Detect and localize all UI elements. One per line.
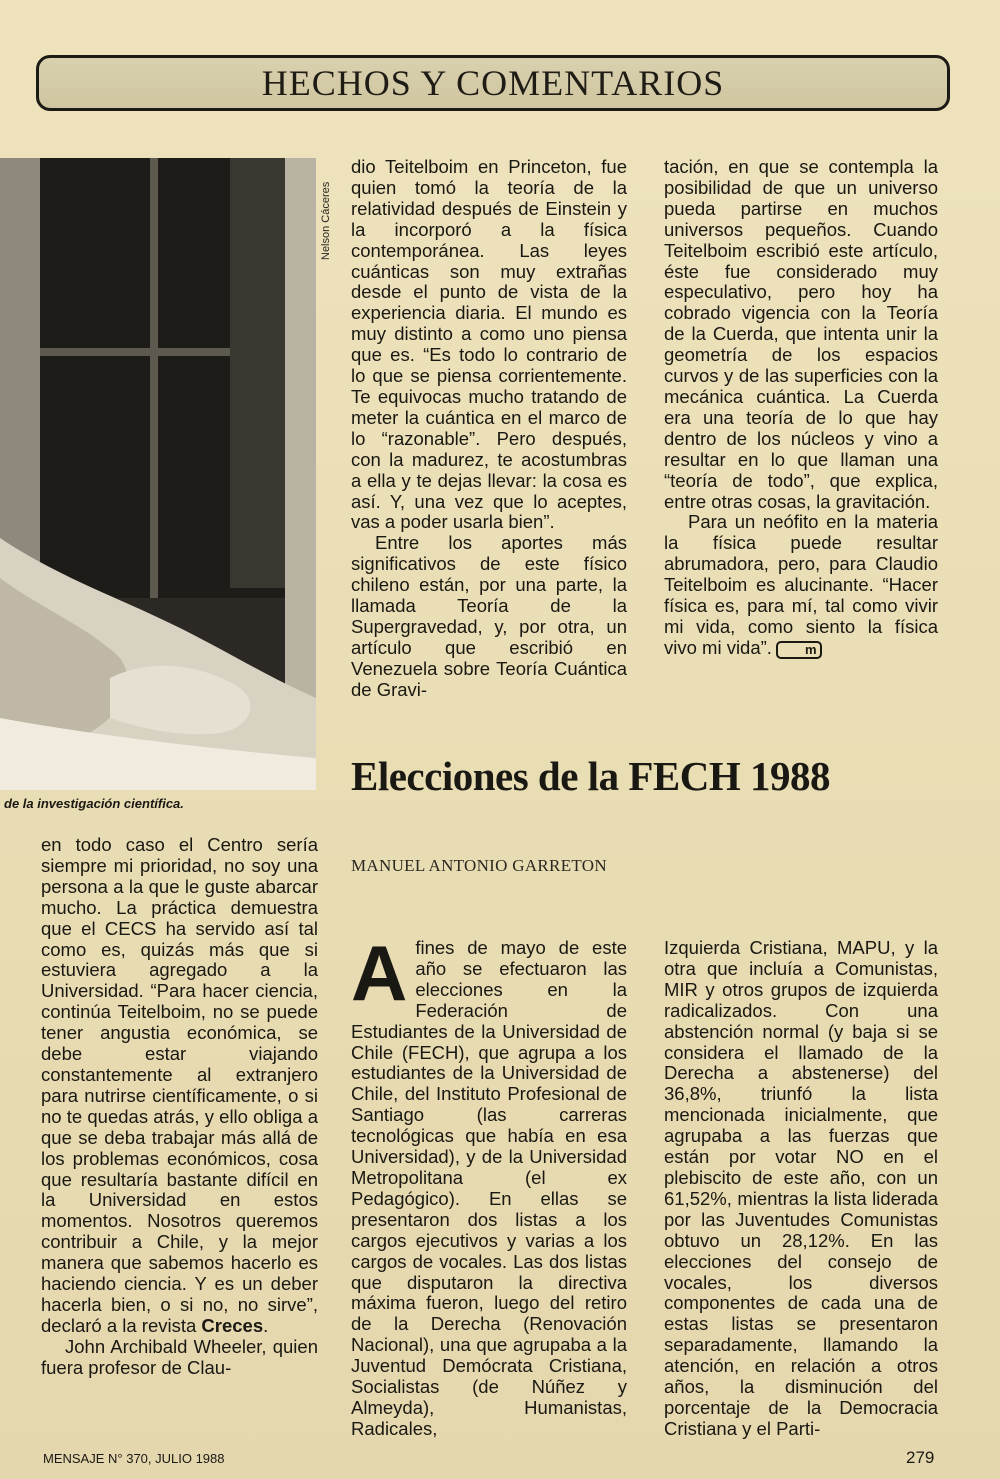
article-title: Elecciones de la FECH 1988	[351, 753, 830, 799]
drop-cap: A	[351, 929, 408, 1017]
article-column-2	[351, 929, 627, 1440]
portrait-photo	[0, 158, 316, 790]
article-byline: MANUEL ANTONIO GARRETON	[351, 856, 607, 875]
column-3-top	[664, 157, 938, 659]
photo-caption: de la investigación científica.	[4, 796, 184, 811]
paragraph	[664, 512, 938, 658]
footer-issue: MENSAJE N° 370, JULIO 1988	[43, 1451, 225, 1466]
photo-credit: Nelson Cáceres	[320, 181, 332, 260]
paragraph: dio Teitelboim en Princeton, fue quien tomó la teoría de la relatividad después de Einstein y la incorporó a la física contemporánea. Las leyes cuánticas son muy extrañas desde el punto de vista de la experiencia diaria. El mundo es muy distinto a como uno piensa que es. “Es todo lo contrario de lo que se piensa corrientemente. Te equivocas mucho tratando de meter la cuántica en el marco de lo “razonable”. Pero después, con la madurez, te acostumbras a ella y te dejas llevar: la cosa es así. Y, una vez que lo aceptes, vas a poder usarla bien”.	[351, 156, 627, 533]
photo-illustration	[0, 158, 316, 790]
paragraph-text: Para un neófito en la materia la física puede resultar abrumadora, pero, para Claudio Teitelboim es alucinante. “Hacer física es, para mí, tal como vivir mi vida, como siento la física vivo mi vida”.	[664, 511, 938, 658]
magazine-name: Creces	[201, 1314, 264, 1336]
paragraph	[351, 929, 627, 1440]
page-number: 279	[906, 1448, 935, 1467]
paragraph-text: fines de mayo de este año se efectuaron las elecciones en la Federación de Estudiantes de la Universidad de Chile (FECH), que agrupa a los estudiantes de la Universidad de Chile, del Instituto Profesional de Santiago (las carreras tecnológicas que había en esa Universidad), y de la Universidad Metropolitana (el ex Pedagógico). En ellas se presentaron dos listas a los cargos ejecutivos y varias a los cargos de vocales. Las dos listas que disputaron la directiva máxima fueron, luego del retiro de la Derecha (Renovación Nacional), una que agrupaba a la Juventud Demócrata Cristiana, Socialistas (de Núñez y Almeyda), Humanistas, Radicales,	[351, 937, 627, 1439]
paragraph: Izquierda Cristiana, MAPU, y la otra que incluía a Comunistas, MIR y otros grupos de izquierda radicalizados. Con una abstención normal (y baja si se considera el llamado de la Derecha a abstenerse) del 36,8%, triunfó la lista mencionada inicialmente, que agrupaba a las fuerzas que están por votar NO en el plebiscito de este año, con un 61,52%, mientras la lista liderada por las Juventudes Comunistas obtuvo un 28,12%. En las elecciones del consejo de vocales, los diversos componentes de cada una de estas listas se presentaron separadamente, llamando la atención, en relación a otros años, la disminución del porcentaje de la Democracia Cristiana y el Parti-	[664, 937, 938, 1439]
paragraph: Entre los aportes más significativos de este físico chileno están, por una parte, la llamada Teoría de la Supergravedad, y, por otra, un artículo que escribió en Venezuela sobre Teoría Cuántica de Gravi-	[351, 532, 627, 700]
article-column-3	[664, 938, 938, 1440]
column-2-top	[351, 157, 627, 701]
column-1-bottom	[41, 835, 318, 1379]
section-title: HECHOS Y COMENTARIOS	[261, 63, 725, 103]
paragraph: tación, en que se contempla la posibilidad de que un universo pueda partirse en muchos universos pequeños. Cuando Teitelboim escribió este artículo, éste fue considerado muy especulativo, pero hoy ha cobrado vigencia con la Teoría de la Cuerda, que intenta unir la geometría de los espacios curvos y de las superficies con la mecánica cuántica. La Cuerda era una teoría de lo que hay dentro de los núcleos y vino a resultar en lo que llaman una “teoría de todo”, que explica, entre otras cosas, la gravitación.	[664, 156, 938, 512]
paragraph-text: en todo caso el Centro sería siempre mi prioridad, no soy una persona a la que le guste abarcar mucho. La práctica demuestra que el CECS ha servido así tal como es, quizás más que si estuviera agregado a la Universidad. “Para hacer ciencia, continúa Teitelboim, no se puede tener angustia económica, se debe estar viajando constantemente al extranjero para nutrirse científicamente, o si no te quedas atrás, y ello obliga a que se deba trabajar más allá de los problemas económicos, cosa que resultaría bastante difícil en la Universidad en estos momentos. Nosotros queremos contribuir a Chile, y la mejor manera que sabemos hacerlo es haciendo ciencia. Y es un deber hacerla bien, o si no, no sirve”, declaró a la revista	[41, 834, 318, 1336]
section-header	[36, 55, 950, 111]
paragraph-end: .	[263, 1314, 269, 1336]
paragraph	[41, 835, 318, 1337]
paragraph: John Archibald Wheeler, quien fuera profesor de Clau-	[41, 1335, 318, 1378]
end-mark-icon: m	[776, 641, 822, 659]
